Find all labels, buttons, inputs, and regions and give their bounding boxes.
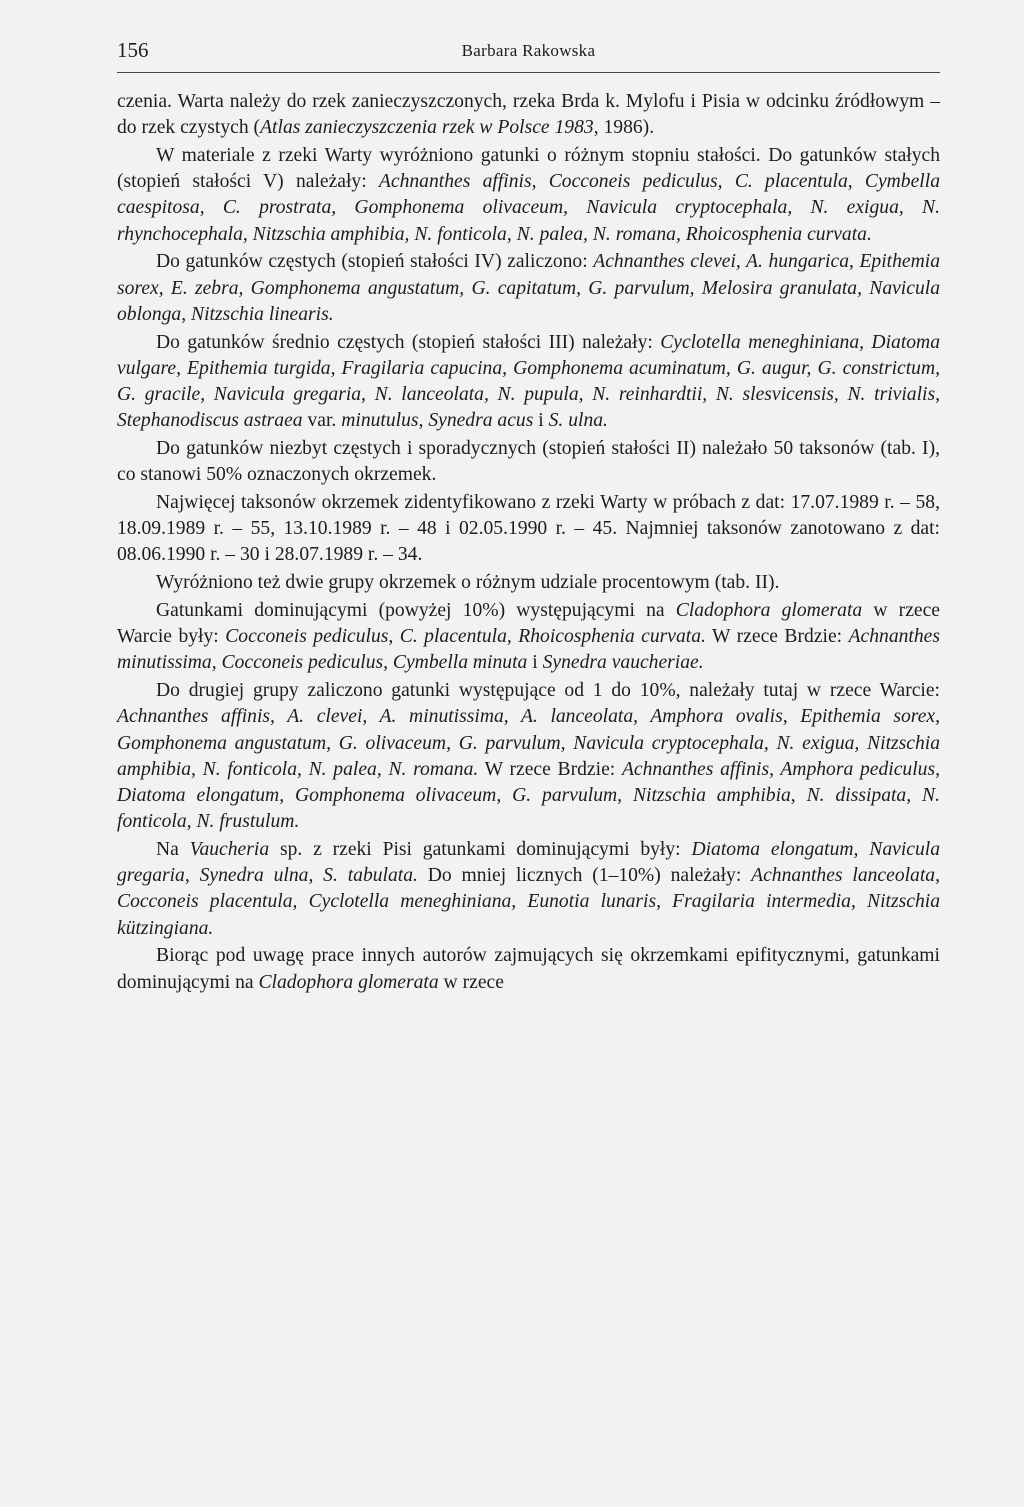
paragraph <box>117 678 940 835</box>
species-name: Synedra vaucheriae. <box>542 652 704 674</box>
text-run: i <box>527 652 543 674</box>
text-run: czenia. Warta należy do rzek zanieczyszczonych, rzeka Brda k. Mylofu i Pisia w odcinku źródłowym – do rzek czystych ( <box>117 91 940 139</box>
text-run: Gatunkami dominującymi (powyżej 10%) występującymi na <box>156 600 676 622</box>
text-run: Biorąc pod uwagę prace innych autorów zajmujących się okrzemkami epifitycznymi, gatunkami dominującymi na <box>117 945 940 993</box>
text-run: Do gatunków częstych (stopień stałości IV) zaliczono: <box>156 251 594 273</box>
text-run: Do gatunków niezbyt częstych i sporadycznych (stopień stałości II) należało 50 taksonów (tab. I), co stanowi 50% oznaczonych okrzemek. <box>117 438 940 486</box>
paragraph <box>117 490 940 569</box>
species-name: Achnanthes affinis, Cocconeis pediculus, C. placentula, Cymbella caespitosa, C. prostrata, Gomphonema olivaceum, Navicula cryptocephala, N. exigua, N. rhynchocephala, Nitzschia amphibia, N. fonticola, N. palea, N. romana, Rhoicosphenia curvata. <box>117 171 940 245</box>
text-run: Na <box>156 839 190 861</box>
text-run: Najwięcej taksonów okrzemek zidentyfikowano z rzeki Warty w próbach z dat: 17.07.1989 r. – 58, 18.09.1989 r. – 55, 13.10.1989 r. – 48 i 02.05.1990 r. – 45. Najmniej taksonów zanotowano z dat: 08.06.1990 r. – 30 i 28.07.1989 r. – 34. <box>117 492 940 566</box>
text-run: w rzece Warcie były: <box>117 600 940 648</box>
body-text <box>117 89 940 996</box>
paragraph <box>117 249 940 328</box>
species-name: Vaucheria <box>189 839 270 861</box>
species-name: Achnanthes affinis, A. clevei, A. minutissima, A. lanceolata, Amphora ovalis, Epithemia sorex, Gomphonema angustatum, G. olivaceum, G. parvulum, Navicula cryptocephala, N. exigua, Nitzschia amphibia, N. fonticola, N. palea, N. romana. <box>117 706 940 780</box>
species-name: Cladophora glomerata <box>258 971 439 993</box>
paragraph <box>117 436 940 488</box>
paragraph <box>117 143 940 248</box>
text-run: W materiale z rzeki Warty wyróżniono gatunki o różnym stopniu stałości. Do gatunków stałych (stopień stałości V) należały: <box>117 145 940 193</box>
paragraph <box>117 598 940 677</box>
species-name: Achnanthes lanceolata, Cocconeis placentula, Cyclotella meneghiniana, Eunotia lunaris, Fragilaria intermedia, Nitzschia kützingiana. <box>117 865 940 939</box>
page-number: 156 <box>117 38 149 62</box>
species-name: Cyclotella meneghiniana, Diatoma vulgare, Epithemia turgida, Fragilaria capucina, Gomphonema acuminatum, G. augur, G. constrictum, G. gracile, Navicula gregaria, N. lanceolata, N. pupula, N. reinhardtii, N. slesvicensis, N. trivialis, Stephanodiscus astraea <box>117 331 941 432</box>
page-header <box>117 36 940 72</box>
species-name: Achnanthes clevei, A. hungarica, Epithemia sorex, E. zebra, Gomphonema angustatum, G. capitatum, G. parvulum, Melosira granulata, Navicula oblonga, Nitzschia linearis. <box>117 251 940 325</box>
species-name: Achnanthes minutissima, Cocconeis pediculus, Cymbella minuta <box>117 626 940 674</box>
text-run: , 1986). <box>593 117 655 139</box>
text-run: i <box>533 410 549 432</box>
species-name: Diatoma elongatum, Navicula gregaria, Synedra ulna, S. tabulata. <box>117 839 941 887</box>
text-run: w rzece <box>438 971 504 993</box>
header-rule <box>117 72 940 73</box>
species-name: minutulus, Synedra acus <box>341 410 534 432</box>
text-run: var. <box>302 410 342 432</box>
paragraph <box>117 837 940 942</box>
paragraph <box>117 89 940 141</box>
species-name: Atlas zanieczyszczenia rzek w Polsce 1983 <box>260 117 594 139</box>
species-name: Cladophora glomerata <box>675 600 863 622</box>
paragraph <box>117 330 940 435</box>
text-run: Wyróżniono też dwie grupy okrzemek o różnym udziale procentowym (tab. II). <box>156 572 780 594</box>
text-run: Do mniej licznych (1–10%) należały: <box>417 865 752 887</box>
text-run: Do drugiej grupy zaliczono gatunki występujące od 1 do 10%, należały tutaj w rzece Warcie: <box>156 680 940 702</box>
text-run: Do gatunków średnio częstych (stopień stałości III) należały: <box>156 331 661 353</box>
text-run: W rzece Brdzie: <box>705 626 849 648</box>
text-run: sp. z rzeki Pisi gatunkami dominującymi były: <box>269 839 692 861</box>
text-run: W rzece Brdzie: <box>478 758 622 780</box>
running-head-author: Barbara Rakowska <box>461 41 596 60</box>
species-name: S. ulna. <box>548 410 608 432</box>
paragraph <box>117 943 940 995</box>
paragraph <box>117 570 940 596</box>
species-name: Cocconeis pediculus, C. placentula, Rhoicosphenia curvata. <box>225 626 706 648</box>
species-name: Achnanthes affinis, Amphora pediculus, Diatoma elongatum, Gomphonema olivaceum, G. parvulum, Nitzschia amphibia, N. dissipata, N. fonticola, N. frustulum. <box>117 758 940 833</box>
